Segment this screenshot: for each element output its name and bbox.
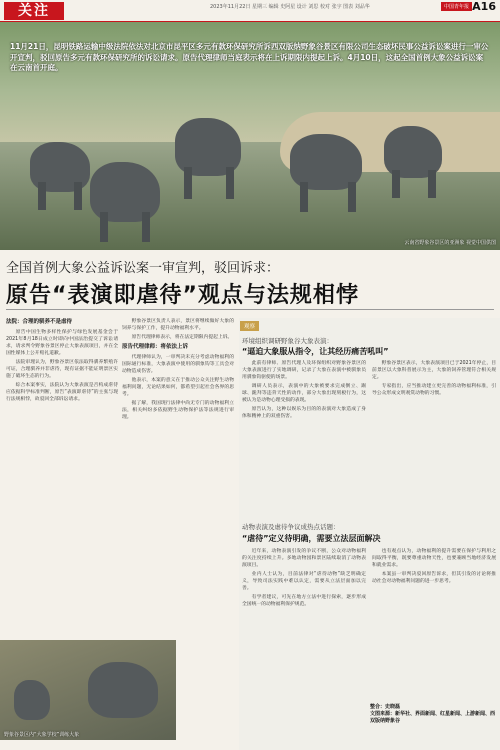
- page-number: A16: [472, 0, 496, 13]
- headline-subtitle: 全国首例大象公益诉讼案一审宣判，驳回诉求：: [6, 261, 280, 276]
- article-column-1: [6, 318, 118, 638]
- article-credits: 整合：史晓磊 文图来源：新华社、界面新闻、红星新闻、上游新闻、西双版纳野象谷: [370, 704, 496, 724]
- header-meta: 2023年11月22日 星期三 编辑 史阿星 设计 刘思 校对 张宇 图表 刘品华: [210, 4, 370, 10]
- opinion-kicker-2: 动物表演及虐待争议成热点话题：: [242, 523, 340, 531]
- section-heading: 原告代理律师：将依法上诉: [122, 344, 189, 350]
- elephant-leg: [74, 182, 82, 210]
- opinion-column-a: [242, 360, 366, 515]
- paragraph: 原告认为，这种以娱乐为目的的表演对大象造成了身体和精神上的双重伤害。: [242, 407, 366, 419]
- elephant-leg: [100, 212, 108, 242]
- paragraph: 原告中国生物多样性保护与绿色发展基金会于2021年8月18日成立时即向中国法治提交了诉讼请求，请求判令野象谷景区停止大象表演项目，并在全国性媒体上公开赔礼道歉。: [6, 330, 118, 356]
- section-heading: 法院：合理的驯养不是虐待: [6, 319, 73, 325]
- opinion-column-c: [242, 548, 366, 744]
- opinion-tag: 观察: [240, 321, 259, 331]
- photo-caption: 野象谷景区内“大象学校”训练大象: [4, 732, 80, 738]
- paragraph: 综合本案事实，法院认为大象表演是否构成虐待应依据科学标准判断，原告“表演即虐待”的主张与现行法规相悖，故驳回全部诉讼请求。: [6, 383, 118, 402]
- paragraph: 代理律师认为，一审判决未充分考虑动物福利的国际通行标准，大象表演中使用的驯象钩等工具会对动物造成伤害。: [122, 355, 234, 374]
- section-tag: 关注: [4, 2, 64, 20]
- elephant-leg: [142, 212, 150, 242]
- elephant-training-photo: [0, 640, 176, 740]
- hero-photo: [0, 22, 500, 250]
- paragraph: 业内人士认为，目前法律对“虐待动物”缺乏明确定义，导致司法实践中难以认定，需要从立法层面加以完善。: [242, 572, 366, 591]
- opinion-headline: “逼迫大象服从指令，让其经历痛苦吼叫”: [242, 347, 389, 356]
- elephant-leg: [184, 167, 192, 199]
- paragraph: 此前有律师、原告代理人及环保组织对野象谷景区的大象表演进行了实地调研，记录了大象在表演中被驯象员用驯象钩驱使的场景。: [242, 361, 366, 380]
- opinion-column-d: [372, 548, 496, 698]
- paragraph: 专家指出，应当推动建立更完善的动物福利标准，引导公众形成文明观赏动物的习惯。: [372, 384, 496, 396]
- elephant-leg: [38, 182, 46, 210]
- opinion-headline-2: “虐待”定义待明确，需要立法层面解决: [242, 534, 381, 543]
- hero-caption: 11月21日，昆明铁路运输中级法院依法对北京市昆平区多元有款环保研究所诉西双版纳野象谷景区有限公司生态破坏民事公益诉讼案进行一审公开宣判，驳回原告多元有款环保研究所的诉讼请求。原告代理律师当庭表示将在上诉期限内提起上诉。4月10日，这起全国首例大象公益诉讼案在云南首开庭。: [10, 42, 489, 72]
- elephant-leg: [428, 170, 436, 198]
- paragraph: 也有观点认为，动物福利的提升需要在保护与利用之间取得平衡，既要尊重动物天性，也要兼顾当地经济发展和就业需求。: [372, 549, 496, 568]
- paragraph: 据了解，我国现行法律中尚无专门的动物福利立法，相关纠纷多依据野生动物保护法等法规进行审理。: [122, 401, 234, 420]
- opinion-column-b: [372, 360, 496, 515]
- paragraph: 野象谷景区负责人表示，景区将继续做好大象的饲养与保护工作，提升动物福利水平。: [122, 319, 234, 331]
- elephant-leg: [300, 182, 308, 212]
- page-tag: 中国青年报: [441, 2, 472, 11]
- paragraph: 近年来，动物表演引发的争议不断，公众对动物福利的关注度持续上升。多地动物园和景区陆续取消了动物表演项目。: [242, 549, 366, 568]
- elephant-leg: [226, 167, 234, 199]
- elephant-leg: [392, 170, 400, 198]
- paragraph: 野象谷景区表示，大象表演项目已于2021年停止，目前景区以大象科普展示为主，大象的饲养管理符合相关规定。: [372, 361, 496, 380]
- paragraph: 本案虽一审判决驳回原告诉求，但其引发的讨论将推动社会对动物福利问题的进一步思考。: [372, 572, 496, 584]
- paragraph: 他表示，本案的意义在于推动公众关注野生动物福利问题，无论结果如何，都希望引起社会各界的思考。: [122, 378, 234, 397]
- paragraph: 调研人员表示，表演中的大象被要求完成倒立、踢球、跪拜等违背天性的动作，部分大象出现刻板行为，这被认为是动物心理受损的表现。: [242, 384, 366, 403]
- paragraph: 法院审理认为，野象谷景区依法取得驯养繁殖许可证，合理驯养并非虐待，现有证据不能证明景区实施了破坏生态的行为。: [6, 360, 118, 379]
- paragraph: 原告代理律师表示，将在法定期限内提起上诉。: [131, 335, 233, 340]
- elephant-leg: [348, 182, 356, 212]
- elephant-figure: [14, 680, 50, 720]
- title-rule: [6, 309, 494, 310]
- hero-photo-credit: 云南省野象谷景区的亚洲象 视觉中国供图: [404, 240, 496, 246]
- page-header: [0, 0, 500, 22]
- paragraph: 有学者建议，可先在地方立法中进行探索，逐步形成全国统一的动物福利保护规范。: [242, 595, 366, 607]
- elephant-figure: [88, 662, 158, 718]
- headline-title: 原告“表演即虐待”观点与法规相悖: [6, 283, 359, 308]
- opinion-kicker: 环境组织调研野象谷大象表演：: [242, 337, 333, 345]
